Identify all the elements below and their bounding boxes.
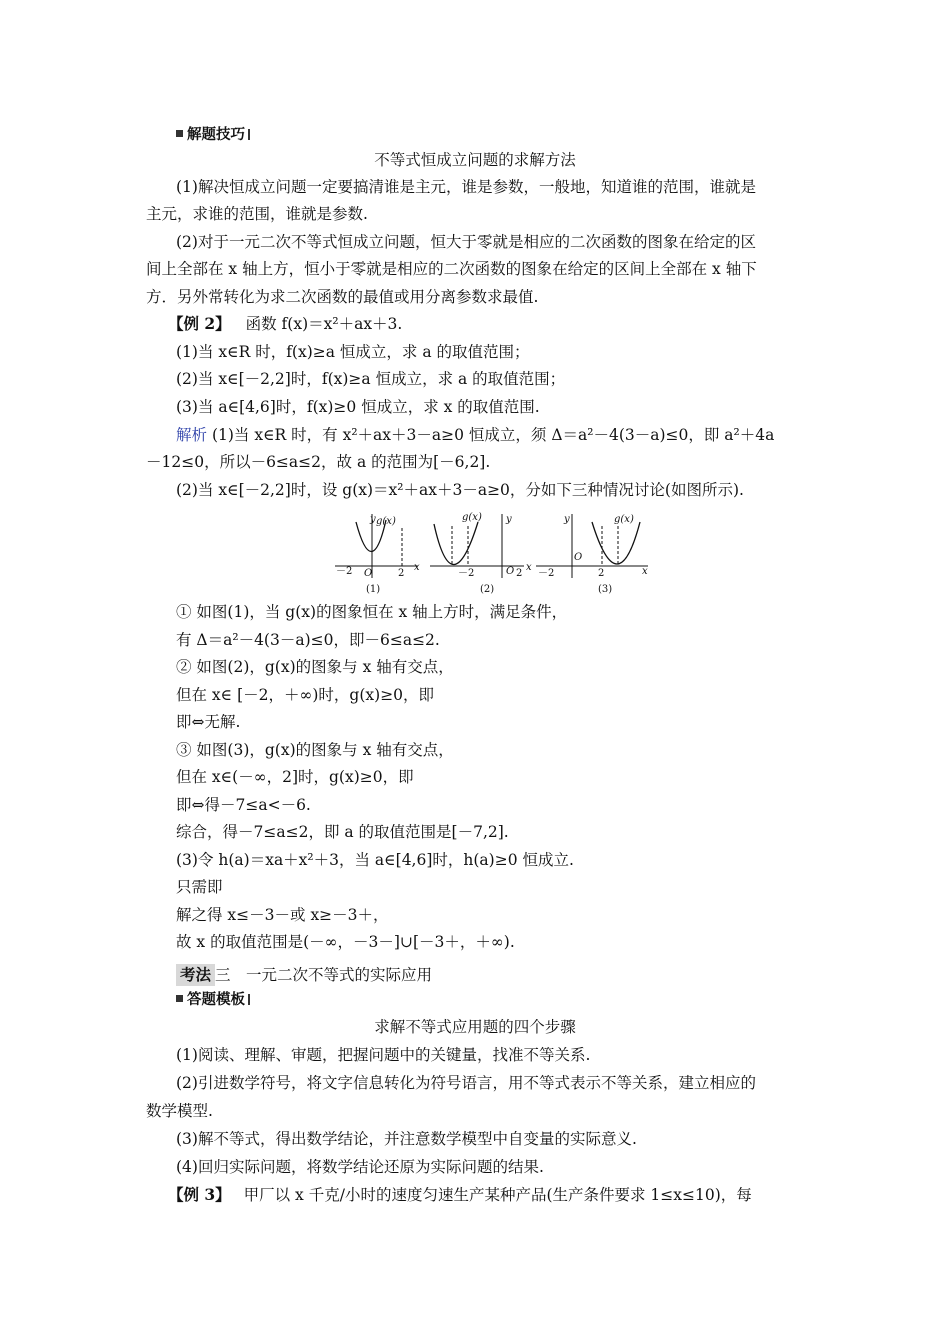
analysis-line: －12≤0，所以－6≤a≤2，故 a 的范围为[－6,2]. bbox=[146, 453, 491, 471]
method-tag: 考法 bbox=[176, 964, 215, 986]
step-line: 数学模型. bbox=[146, 1102, 213, 1120]
function-label: g(x) bbox=[376, 516, 396, 527]
caption-1: (1) bbox=[366, 584, 381, 595]
x-axis-label: x bbox=[526, 562, 532, 573]
method-heading bbox=[176, 964, 432, 986]
paragraph-line: 间上全部在 x 轴上方，恒小于零就是相应的二次函数的图象在给定的区间上全部在 x 轴下 bbox=[146, 260, 757, 278]
square-bullet-icon bbox=[176, 130, 183, 137]
square-bullet-icon bbox=[176, 995, 183, 1002]
part2-intro: (2)当 x∈[－2,2]时，设 g(x)＝x²＋ax＋3－a≥0，分如下三种情况讨论(如图所示). bbox=[176, 481, 744, 499]
x-axis-label: x bbox=[414, 562, 420, 573]
origin-label: O bbox=[574, 552, 583, 563]
tick-pos-label: 2 bbox=[398, 568, 405, 579]
solution-line: ③ 如图(3)，g(x)的图象与 x 轴有交点， bbox=[176, 741, 454, 759]
solution-line: 但在 x∈ [－2，＋∞)时，g(x)≥0，即 bbox=[176, 686, 435, 704]
solution-line: (3)令 h(a)＝xa＋x²＋3，当 a∈[4,6]时，h(a)≥0 恒成立. bbox=[176, 851, 574, 869]
solution-line: ② 如图(2)，g(x)的图象与 x 轴有交点， bbox=[176, 658, 454, 676]
example3-label: 【例 3】 bbox=[168, 1185, 231, 1204]
origin-label: O bbox=[506, 566, 515, 577]
solution-line: 故 x 的取值范围是(－∞，－3－]∪[－3＋，＋∞). bbox=[176, 933, 515, 951]
section-header-template: 答题模板 bbox=[176, 990, 250, 1010]
step-line: (2)引进数学符号，将文字信息转化为符号语言，用不等式表示不等关系，建立相应的 bbox=[176, 1074, 756, 1092]
tick-pos-label: 2 bbox=[598, 568, 605, 579]
example2-part: (1)当 x∈R 时，f(x)≥a 恒成立，求 a 的取值范围； bbox=[176, 343, 530, 361]
graph-3 bbox=[536, 514, 648, 595]
analysis-line bbox=[176, 425, 774, 445]
x-axis-label: x bbox=[642, 566, 648, 577]
solution-line: 有 Δ＝a²－4(3－a)≤0，即－6≤a≤2. bbox=[176, 631, 440, 649]
paragraph-line: (1)解决恒成立问题一定要搞清谁是主元，谁是参数，一般地，知道谁的范围，谁就是 bbox=[176, 178, 756, 196]
graph-2 bbox=[430, 512, 532, 595]
y-axis-label: y bbox=[370, 514, 376, 525]
example2-label: 【例 2】 bbox=[168, 314, 231, 333]
tick-neg-label: －2 bbox=[458, 568, 475, 579]
graph-1 bbox=[335, 514, 420, 595]
solution-line: 解之得 x≤－3－或 x≥－3＋， bbox=[176, 906, 389, 924]
paragraph-line: (2)对于一元二次不等式恒成立问题，恒大于零就是相应的二次函数的图象在给定的区 bbox=[176, 233, 756, 251]
function-label: g(x) bbox=[462, 512, 482, 523]
caption-2: (2) bbox=[480, 584, 495, 595]
y-axis-label: y bbox=[506, 514, 512, 525]
tick-neg-label: －2 bbox=[336, 566, 353, 577]
example3-line bbox=[168, 1185, 752, 1205]
section-header-tips: 解题技巧 bbox=[176, 125, 250, 145]
step-line: (1)阅读、理解、审题，把握问题中的关键量，找准不等关系. bbox=[176, 1046, 591, 1064]
paragraph-line: 主元，求谁的范围，谁就是参数. bbox=[146, 205, 368, 223]
parabola-figure bbox=[330, 510, 660, 598]
example2-heading bbox=[168, 314, 402, 334]
tick-neg-label: －2 bbox=[538, 568, 555, 579]
solution-line: ① 如图(1)，当 g(x)的图象恒在 x 轴上方时，满足条件， bbox=[176, 603, 568, 621]
step-line: (3)解不等式，得出数学结论，并注意数学模型中自变量的实际意义. bbox=[176, 1130, 637, 1148]
solution-line: 即⇔无解. bbox=[176, 713, 241, 731]
paragraph-line: 方．另外常转化为求二次函数的最值或用分离参数求最值. bbox=[146, 288, 539, 306]
solution-line: 即⇔得－7≤a<－6. bbox=[176, 796, 311, 814]
method-title: 三 一元二次不等式的实际应用 bbox=[215, 966, 433, 984]
step-line: (4)回归实际问题，将数学结论还原为实际问题的结果. bbox=[176, 1158, 544, 1176]
function-label: g(x) bbox=[614, 514, 634, 525]
example2-part: (3)当 a∈[4,6]时，f(x)≥0 恒成立，求 x 的取值范围. bbox=[176, 398, 540, 416]
analysis-label: 解析 bbox=[176, 426, 208, 444]
example2-statement: 函数 f(x)＝x²＋ax＋3. bbox=[245, 315, 403, 333]
example3-text: 甲厂以 x 千克/小时的速度匀速生产某种产品(生产条件要求 1≤x≤10)，每 bbox=[243, 1186, 752, 1204]
example2-part: (2)当 x∈[－2,2]时，f(x)≥a 恒成立，求 a 的取值范围； bbox=[176, 370, 566, 388]
section-title: 不等式恒成立问题的求解方法 bbox=[374, 151, 576, 169]
bar-mark-icon bbox=[248, 129, 250, 140]
origin-label: O bbox=[364, 568, 373, 579]
solution-line: 但在 x∈(－∞，2]时，g(x)≥0，即 bbox=[176, 768, 414, 786]
analysis-text: (1)当 x∈R 时，有 x²＋ax＋3－a≥0 恒成立，须 Δ＝a²－4(3－a)≤0，即 a²＋4a bbox=[211, 426, 775, 444]
tick-pos-label: 2 bbox=[516, 568, 523, 579]
solution-line: 综合，得－7≤a≤2，即 a 的取值范围是[－7,2]. bbox=[176, 823, 509, 841]
section-subtitle: 求解不等式应用题的四个步骤 bbox=[374, 1018, 576, 1036]
caption-3: (3) bbox=[598, 584, 613, 595]
y-axis-label: y bbox=[564, 514, 570, 525]
solution-line: 只需即 bbox=[176, 878, 223, 896]
bar-mark-icon bbox=[248, 994, 250, 1005]
